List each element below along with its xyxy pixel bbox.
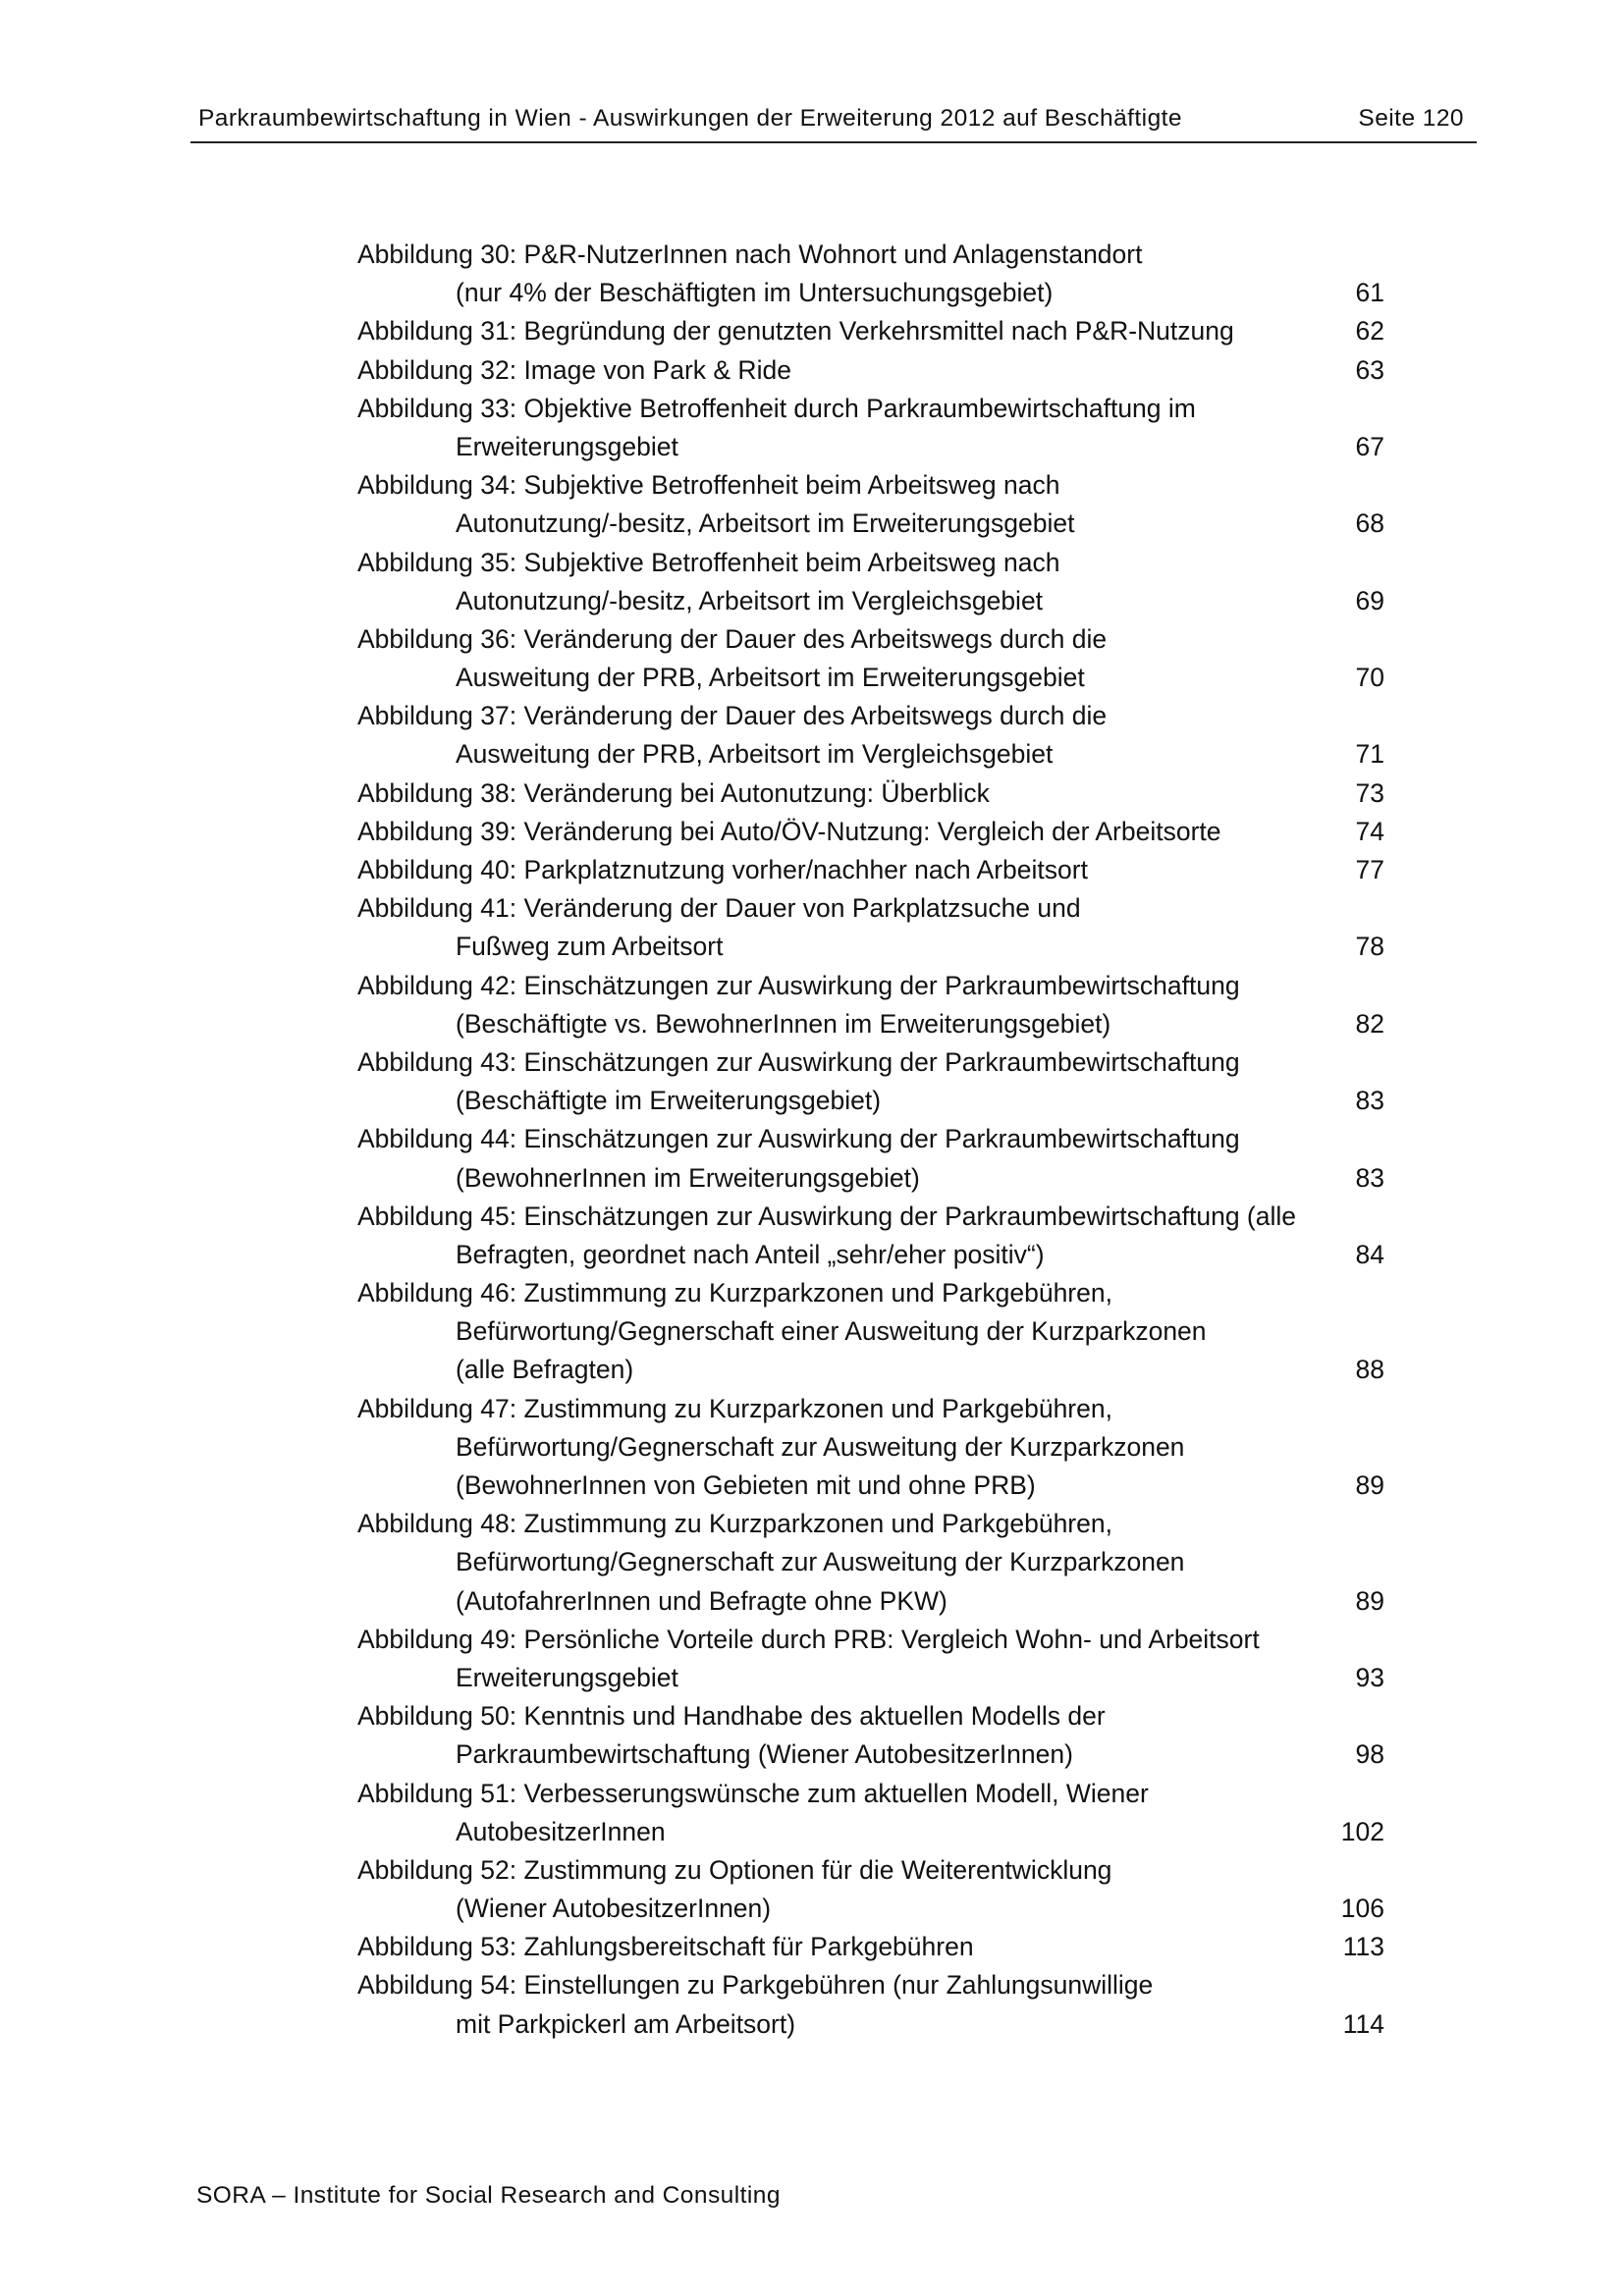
- toc-line: [357, 1966, 1384, 2004]
- header-title: Parkraumbewirtschaftung in Wien - Auswirkungen der Erweiterung 2012 auf Beschäftigte: [198, 105, 1182, 132]
- toc-line: [357, 1467, 1384, 1505]
- toc-entry-text: AutobesitzerInnen: [456, 1816, 666, 1846]
- toc-entry: [357, 697, 1384, 774]
- toc-entry-page: 83: [1355, 1162, 1384, 1193]
- toc-entry: [357, 774, 1384, 813]
- toc-entry-page: 77: [1355, 855, 1384, 884]
- toc-line: [357, 1082, 1384, 1120]
- toc-entry-page: 89: [1355, 1585, 1384, 1616]
- toc-line: [357, 274, 1384, 312]
- toc-entry: [357, 1697, 1384, 1774]
- toc-entry-text: (Beschäftigte vs. BewohnerInnen im Erweiterungsgebiet): [456, 1008, 1111, 1039]
- toc-line: [357, 1390, 1384, 1428]
- toc-entry-page: 61: [1355, 278, 1384, 308]
- toc-line: [357, 1043, 1384, 1082]
- list-of-figures: [357, 236, 1384, 2044]
- toc-entry: [357, 1390, 1384, 1506]
- toc-entry-page: 63: [1355, 354, 1384, 385]
- page-header: [190, 102, 1477, 143]
- toc-line: [357, 1813, 1384, 1851]
- toc-entry-text: Abbildung 40: Parkplatznutzung vorher/nachher nach Arbeitsort: [357, 855, 1088, 884]
- toc-entry: [357, 1928, 1384, 1966]
- toc-line: [357, 659, 1384, 697]
- toc-entry-text: Abbildung 39: Veränderung bei Auto/ÖV-Nutzung: Vergleich der Arbeitsorte: [357, 816, 1221, 846]
- toc-line: [357, 582, 1384, 620]
- toc-line: [357, 1198, 1384, 1236]
- page-footer: SORA – Institute for Social Research and Consulting: [196, 2182, 781, 2209]
- toc-line: [357, 813, 1384, 851]
- toc-entry: [357, 1621, 1384, 1697]
- toc-entry-text: Abbildung 38: Veränderung bei Autonutzung: Überblick: [357, 777, 990, 808]
- toc-entry-page: 70: [1355, 663, 1384, 693]
- toc-line: [357, 1543, 1384, 1581]
- toc-line: [357, 851, 1384, 889]
- toc-line: [357, 1312, 1384, 1351]
- toc-line: [357, 1851, 1384, 1890]
- toc-entry-text: (BewohnerInnen von Gebieten mit und ohne PRB): [456, 1470, 1036, 1500]
- toc-line: [357, 774, 1384, 813]
- toc-entry-page: 67: [1355, 431, 1384, 461]
- toc-entry-text: Abbildung 52: Zustimmung zu Optionen für die Weiterentwicklung: [357, 1854, 1112, 1885]
- toc-entry-text: Abbildung 47: Zustimmung zu Kurzparkzonen und Parkgebühren,: [357, 1393, 1112, 1423]
- toc-line: [357, 1005, 1384, 1043]
- toc-entry-text: Abbildung 50: Kenntnis und Handhabe des aktuellen Modells der: [357, 1701, 1106, 1732]
- toc-entry-text: Befürwortung/Gegnerschaft zur Ausweitung der Kurzparkzonen: [456, 1431, 1185, 1462]
- toc-line: [357, 697, 1384, 735]
- toc-line: [357, 620, 1384, 659]
- toc-entry-text: (BewohnerInnen im Erweiterungsgebiet): [456, 1162, 920, 1193]
- toc-entry-page: 89: [1355, 1470, 1384, 1500]
- toc-entry-text: Fußweg zum Arbeitsort: [456, 932, 724, 962]
- toc-entry-page: 78: [1355, 932, 1384, 962]
- toc-entry-page: 106: [1340, 1894, 1384, 1924]
- toc-line: [357, 505, 1384, 543]
- toc-entry: [357, 620, 1384, 697]
- toc-entry-text: Ausweitung der PRB, Arbeitsort im Erweiterungsgebiet: [456, 663, 1085, 693]
- toc-line: [357, 1120, 1384, 1158]
- toc-entry: [357, 1851, 1384, 1928]
- toc-entry-text: mit Parkpickerl am Arbeitsort): [456, 2008, 796, 2039]
- toc-entry-text: Abbildung 34: Subjektive Betroffenheit beim Arbeitsweg nach: [357, 470, 1060, 501]
- toc-entry-page: 114: [1342, 2008, 1384, 2039]
- toc-entry-text: Abbildung 43: Einschätzungen zur Auswirkung der Parkraumbewirtschaftung: [357, 1046, 1240, 1077]
- toc-entry-text: Erweiterungsgebiet: [456, 431, 678, 461]
- toc-line: [357, 351, 1384, 390]
- toc-entry-text: Abbildung 51: Verbesserungswünsche zum aktuellen Modell, Wiener: [357, 1778, 1149, 1808]
- toc-entry-text: Abbildung 41: Veränderung der Dauer von Parkplatzsuche und: [357, 893, 1081, 924]
- toc-entry: [357, 813, 1384, 851]
- toc-entry: [357, 1043, 1384, 1120]
- toc-line: [357, 1274, 1384, 1312]
- toc-line: [357, 1775, 1384, 1813]
- toc-line: [357, 967, 1384, 1005]
- toc-entry-page: 68: [1355, 508, 1384, 539]
- toc-entry-page: 98: [1355, 1739, 1384, 1770]
- toc-entry: [357, 544, 1384, 620]
- toc-entry-text: Abbildung 42: Einschätzungen zur Auswirkung der Parkraumbewirtschaftung: [357, 970, 1240, 1000]
- toc-entry-text: (alle Befragten): [456, 1355, 634, 1385]
- toc-entry-text: Abbildung 37: Veränderung der Dauer des Arbeitswegs durch die: [357, 701, 1108, 731]
- toc-entry-text: Abbildung 48: Zustimmung zu Kurzparkzonen und Parkgebühren,: [357, 1509, 1112, 1539]
- toc-entry-text: Abbildung 36: Veränderung der Dauer des Arbeitswegs durch die: [357, 623, 1108, 654]
- toc-entry-text: Abbildung 54: Einstellungen zu Parkgebühren (nur Zahlungsunwillige: [357, 1970, 1154, 2001]
- toc-entry-text: (Beschäftigte im Erweiterungsgebiet): [456, 1086, 882, 1116]
- toc-entry-text: Abbildung 44: Einschätzungen zur Auswirkung der Parkraumbewirtschaftung: [357, 1124, 1240, 1154]
- toc-entry-text: Abbildung 53: Zahlungsbereitschaft für Parkgebühren: [357, 1932, 974, 1962]
- toc-line: [357, 1236, 1384, 1274]
- toc-entry-page: 83: [1355, 1086, 1384, 1116]
- toc-entry-page: 84: [1355, 1239, 1384, 1269]
- toc-entry-text: Abbildung 35: Subjektive Betroffenheit beim Arbeitsweg nach: [357, 547, 1060, 577]
- toc-entry: [357, 1966, 1384, 2043]
- toc-line: [357, 390, 1384, 428]
- toc-entry: [357, 1274, 1384, 1390]
- toc-entry: [357, 851, 1384, 889]
- toc-line: [357, 928, 1384, 966]
- toc-line: [357, 428, 1384, 466]
- toc-entry-text: Autonutzung/-besitz, Arbeitsort im Vergleichsgebiet: [456, 585, 1044, 615]
- toc-entry-text: (Wiener AutobesitzerInnen): [456, 1894, 772, 1924]
- toc-line: [357, 1428, 1384, 1467]
- toc-entry-text: Ausweitung der PRB, Arbeitsort im Vergleichsgebiet: [456, 739, 1054, 770]
- toc-entry-text: Parkraumbewirtschaftung (Wiener AutobesitzerInnen): [456, 1739, 1073, 1770]
- toc-entry-text: Abbildung 32: Image von Park & Ride: [357, 354, 791, 385]
- toc-entry-text: Befragten, geordnet nach Anteil „sehr/eher positiv“): [456, 1239, 1045, 1269]
- toc-line: [357, 1351, 1384, 1389]
- toc-line: [357, 466, 1384, 505]
- toc-line: [357, 1928, 1384, 1966]
- toc-line: [357, 1735, 1384, 1774]
- toc-entry-page: 62: [1355, 316, 1384, 347]
- toc-entry-text: Befürwortung/Gegnerschaft einer Ausweitung der Kurzparkzonen: [456, 1316, 1207, 1347]
- toc-line: [357, 889, 1384, 928]
- toc-entry-page: 88: [1355, 1355, 1384, 1385]
- toc-line: [357, 1159, 1384, 1198]
- toc-entry-page: 113: [1342, 1932, 1384, 1962]
- toc-entry: [357, 1775, 1384, 1851]
- toc-entry-text: (nur 4% der Beschäftigten im Untersuchungsgebiet): [456, 278, 1054, 308]
- toc-entry-text: Abbildung 30: P&R-NutzerInnen nach Wohnort und Anlagenstandort: [357, 240, 1143, 269]
- toc-line: [357, 544, 1384, 582]
- toc-entry: [357, 967, 1384, 1043]
- toc-entry-page: 102: [1340, 1816, 1384, 1846]
- toc-entry-text: Autonutzung/-besitz, Arbeitsort im Erweiterungsgebiet: [456, 508, 1075, 539]
- toc-entry: [357, 889, 1384, 966]
- toc-entry: [357, 236, 1384, 312]
- toc-entry-text: Abbildung 46: Zustimmung zu Kurzparkzonen und Parkgebühren,: [357, 1278, 1112, 1308]
- toc-entry: [357, 312, 1384, 350]
- toc-line: [357, 312, 1384, 350]
- toc-line: [357, 1505, 1384, 1543]
- toc-entry: [357, 466, 1384, 543]
- toc-line: [357, 236, 1384, 274]
- header-page-number: Seite 120: [1358, 105, 1464, 132]
- toc-line: [357, 1697, 1384, 1735]
- toc-entry-text: Abbildung 45: Einschätzungen zur Auswirkung der Parkraumbewirtschaftung (alle: [357, 1201, 1297, 1231]
- toc-line: [357, 1659, 1384, 1697]
- toc-entry-text: (AutofahrerInnen und Befragte ohne PKW): [456, 1585, 947, 1616]
- toc-entry-page: 74: [1355, 816, 1384, 846]
- toc-entry-page: 82: [1355, 1008, 1384, 1039]
- toc-entry: [357, 351, 1384, 390]
- toc-entry-text: Abbildung 49: Persönliche Vorteile durch PRB: Vergleich Wohn- und Arbeitsort: [357, 1624, 1260, 1654]
- toc-entry-text: Befürwortung/Gegnerschaft zur Ausweitung der Kurzparkzonen: [456, 1547, 1185, 1577]
- toc-line: [357, 2005, 1384, 2044]
- toc-line: [357, 1621, 1384, 1659]
- toc-entry-page: 71: [1355, 739, 1384, 770]
- toc-line: [357, 1890, 1384, 1928]
- toc-entry: [357, 1505, 1384, 1621]
- toc-entry-text: Abbildung 31: Begründung der genutzten Verkehrsmittel nach P&R-Nutzung: [357, 316, 1234, 347]
- toc-entry-page: 69: [1355, 585, 1384, 615]
- toc-entry: [357, 1120, 1384, 1197]
- toc-entry-text: Erweiterungsgebiet: [456, 1662, 678, 1692]
- toc-entry-text: Abbildung 33: Objektive Betroffenheit durch Parkraumbewirtschaftung im: [357, 393, 1196, 423]
- toc-entry: [357, 390, 1384, 466]
- toc-entry: [357, 1198, 1384, 1274]
- toc-line: [357, 735, 1384, 774]
- toc-entry-page: 93: [1355, 1662, 1384, 1692]
- toc-line: [357, 1582, 1384, 1621]
- toc-entry-page: 73: [1355, 777, 1384, 808]
